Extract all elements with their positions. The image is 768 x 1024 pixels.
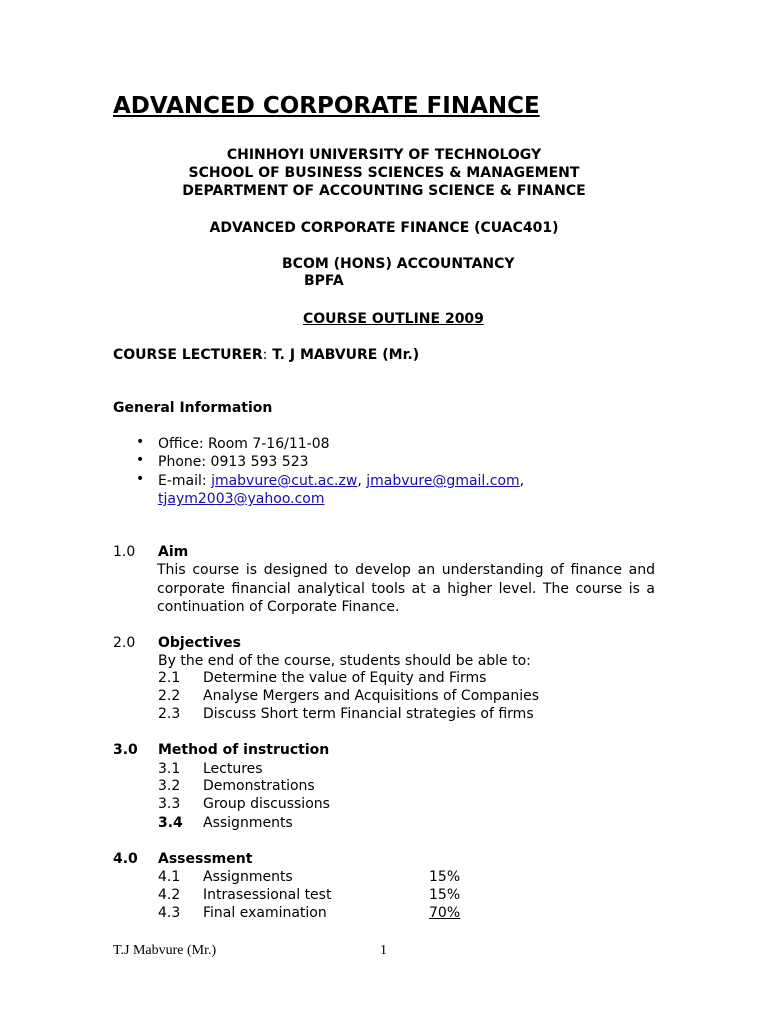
email-link-yahoo[interactable]: tjaym2003@yahoo.com	[158, 491, 325, 507]
objectives-intro: By the end of the course, students should be able to:	[158, 653, 531, 669]
method-text: Lectures	[203, 761, 263, 777]
email-link-cut[interactable]: jmabvure@cut.ac.zw	[211, 473, 358, 489]
lecturer-separator: :	[262, 347, 268, 363]
objective-text: Analyse Mergers and Acquisitions of Companies	[203, 688, 540, 704]
assessment-text: Intrasessional test	[203, 887, 332, 903]
department-name: DEPARTMENT OF ACCOUNTING SCIENCE & FINANCE	[182, 183, 586, 199]
general-info-heading: General Information	[113, 400, 273, 416]
program-bcom: BCOM (HONS) ACCOUNTANCY	[282, 256, 515, 272]
assessment-number: 4.1	[158, 869, 181, 885]
footer-author: T.J Mabvure (Mr.)	[113, 943, 217, 958]
school-name: SCHOOL OF BUSINESS SCIENCES & MANAGEMENT	[188, 165, 580, 181]
course-outline-heading: COURSE OUTLINE 2009	[303, 311, 484, 327]
program-bpfa: BPFA	[304, 273, 344, 289]
email-link-gmail[interactable]: jmabvure@gmail.com	[366, 473, 520, 489]
method-heading: Method of instruction	[158, 742, 330, 758]
section-number-assessment: 4.0	[113, 851, 138, 867]
assessment-weight: 70%	[429, 905, 461, 921]
email-comma: ,	[519, 473, 525, 489]
lecturer-label: COURSE LECTURER	[113, 347, 263, 363]
bullet-icon: •	[136, 434, 145, 450]
bullet-icon: •	[136, 452, 145, 468]
section-number-aim: 1.0	[113, 544, 136, 560]
method-number: 3.1	[158, 761, 181, 777]
course-name: ADVANCED CORPORATE FINANCE (CUAC401)	[209, 220, 559, 236]
assessment-text: Final examination	[203, 905, 327, 921]
assessment-heading: Assessment	[158, 851, 253, 867]
email-label: E-mail:	[158, 473, 212, 489]
phone-info: Phone: 0913 593 523	[158, 454, 309, 470]
method-text: Group discussions	[203, 796, 330, 812]
email-comma: ,	[357, 473, 367, 489]
office-info: Office: Room 7-16/11-08	[158, 436, 330, 452]
objective-text: Discuss Short term Financial strategies of firms	[203, 706, 534, 722]
objectives-heading: Objectives	[158, 635, 241, 651]
email-info-continued	[158, 490, 324, 508]
section-number-method: 3.0	[113, 742, 138, 758]
objective-number: 2.1	[158, 670, 181, 686]
bullet-icon: •	[136, 471, 145, 487]
assessment-text: Assignments	[203, 869, 293, 885]
method-text: Assignments	[203, 815, 293, 831]
method-text: Demonstrations	[203, 778, 315, 794]
assessment-number: 4.2	[158, 887, 181, 903]
university-name: CHINHOYI UNIVERSITY OF TECHNOLOGY	[226, 147, 542, 163]
aim-heading: Aim	[158, 544, 189, 560]
objective-number: 2.3	[158, 706, 181, 722]
objective-text: Determine the value of Equity and Firms	[203, 670, 487, 686]
page-number: 1	[380, 943, 387, 958]
assessment-weight: 15%	[429, 869, 461, 885]
objective-number: 2.2	[158, 688, 181, 704]
section-number-objectives: 2.0	[113, 635, 136, 651]
course-lecturer	[113, 346, 419, 364]
assessment-weight: 15%	[429, 887, 461, 903]
aim-text: This course is designed to develop an understanding of finance and corporate financial analytical tools at a higher level. The course is a continuation of Corporate Finance.	[157, 562, 655, 615]
document-title: ADVANCED CORPORATE FINANCE	[113, 93, 540, 119]
lecturer-name: T. J MABVURE (Mr.)	[267, 347, 420, 363]
method-number: 3.2	[158, 778, 181, 794]
assessment-number: 4.3	[158, 905, 181, 921]
method-number: 3.3	[158, 796, 181, 812]
email-info	[158, 472, 524, 490]
method-number: 3.4	[158, 815, 183, 831]
